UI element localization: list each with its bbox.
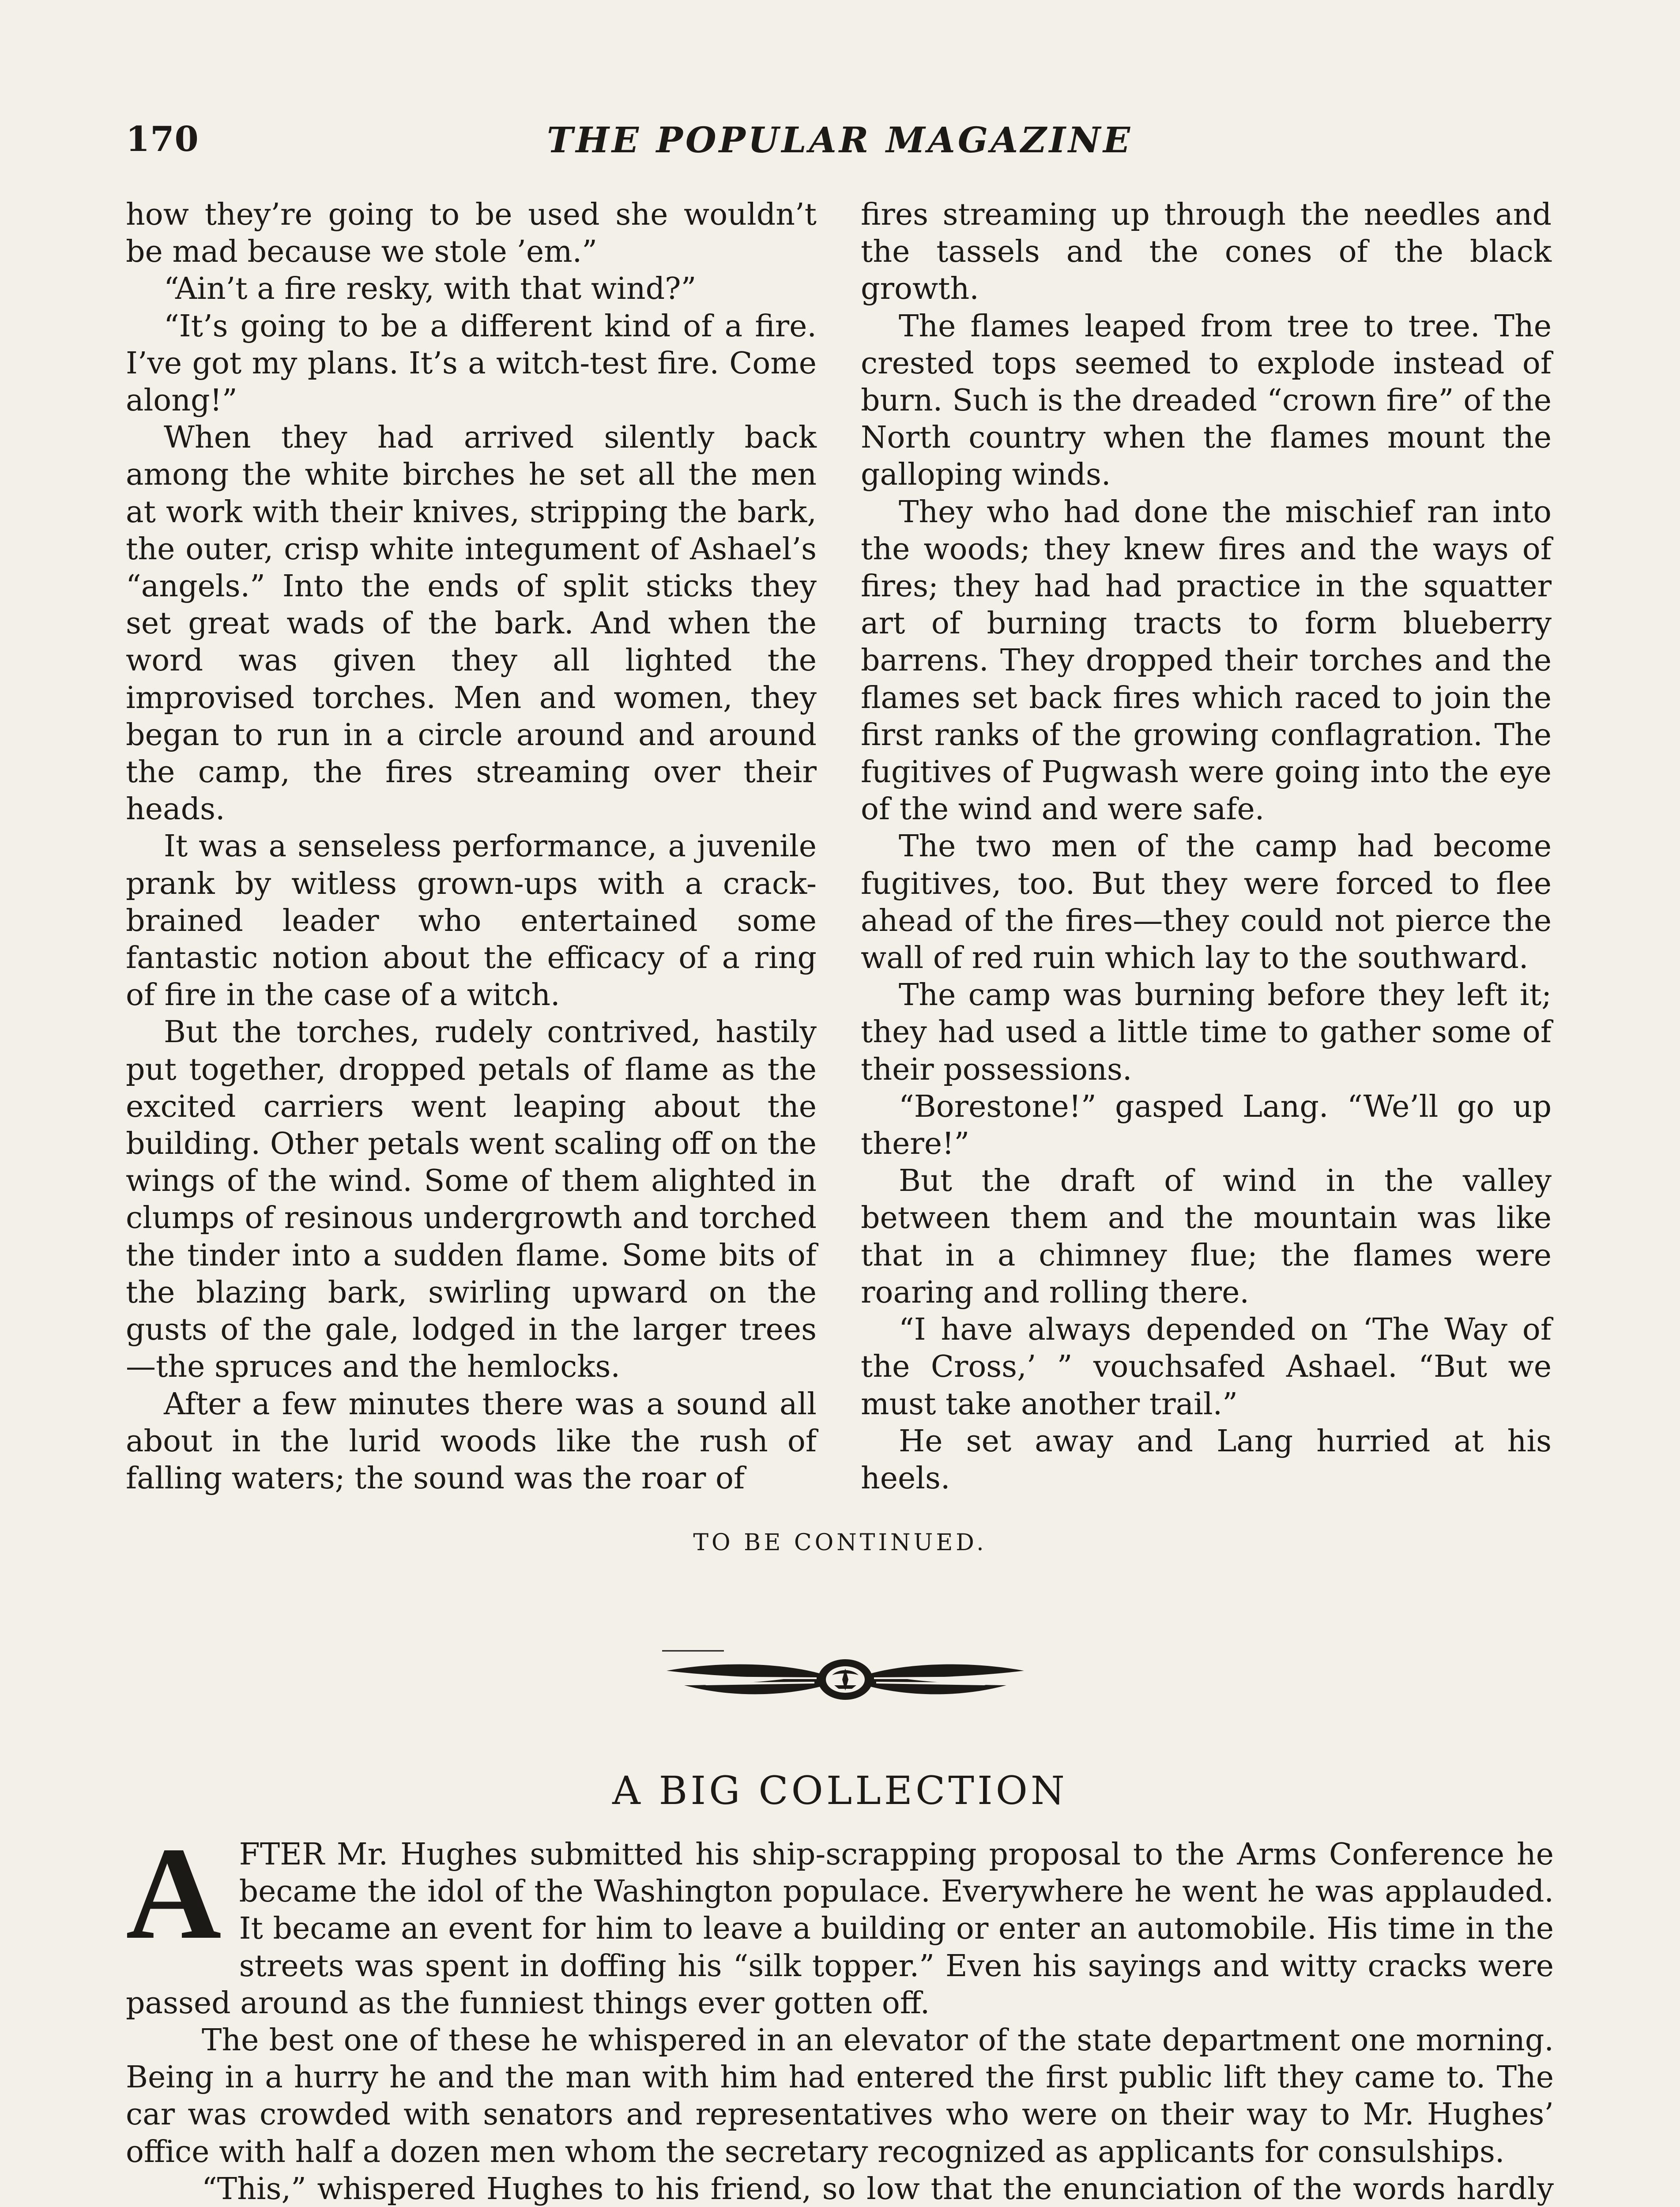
article-body — [126, 1820, 1554, 2207]
paragraph: They who had done the mischief ran into the woods; they knew fires and the ways of fires; they had had practice in the squatter art of burning tracts to form blueberry barrens. They dropped their torches and the flames set back fires which raced to join the first ranks of the growing conflagration. The fugitives of Pugwash were going into the eye of the wind and were safe. — [861, 494, 1552, 827]
winged-ornament-icon — [658, 1633, 1033, 1726]
paragraph: fires streaming up through the needles and the tassels and the cones of the black growth. — [861, 197, 1552, 307]
paragraph: how they’re going to be used she wouldn’t be mad because we stole ’em.” — [126, 197, 817, 270]
paragraph: When they had arrived silently back among the white birches he set all the men at work with their knives, stripping the bark, the outer, crisp white integument of Ashael’s “angels.” Into the ends of split sticks they set great wads of the bark. And when the word was given they all lighted the improvised torches. Men and women, they began to run in a circle around and around the camp, the fires streaming over their heads. — [126, 420, 817, 827]
to-be-continued: TO BE CONTINUED. — [693, 1529, 987, 1556]
paragraph: It was a senseless performance, a juvenile prank by witless grown-ups with a crack-brained leader who entertained some fantastic notion about the efficacy of a ring of fire in the case of a witch. — [126, 829, 817, 1013]
paragraph: The flames leaped from tree to tree. The crested tops seemed to explode instead of burn. Such is the dreaded “crown fire” of the North country when the flames mount the galloping winds. — [861, 309, 1552, 493]
paragraph: The camp was burning before they left it; they had used a little time to gather some of their possessions. — [861, 978, 1552, 1087]
paragraph: He set away and Lang hurried at his heels. — [861, 1424, 1552, 1496]
paragraph: But the draft of wind in the valley between them and the mountain was like that in a chimney flue; the flames were roaring and rolling there. — [861, 1164, 1552, 1310]
paragraph: The best one of these he whispered in an elevator of the state department one morning. Being in a hurry he and the man with him had entered the first public lift they came to. The car was crowded with senators and representatives who were on their way to Mr. Hughes’ office with half a dozen men whom the secretary recognized as applicants for consulships. — [126, 2023, 1554, 2169]
drop-cap: A — [126, 1820, 222, 1966]
right-column — [861, 196, 1552, 1497]
paragraph: But the torches, rudely contrived, hastily put together, dropped petals of flame as the excited carriers went leaping about the building. Other petals went scaling off on the wings of the wind. Some of them alighted in clumps of resinous undergrowth and torched the tinder into a sudden flame. Some bits of the blazing bark, swirling upward on the gusts of the gale, lodged in the larger trees—the spruces and the hemlocks. — [126, 1015, 817, 1385]
first-paragraph-text: FTER Mr. Hughes submitted his ship-scrapping proposal to the Arms Conference he became the idol of the Washington populace. Everywhere he went he was applauded. It became an event for him to leave a building or enter an automobile. His time in the streets was spent in doffing his “silk topper.” Even his sayings and witty cracks were passed around as the funniest things ever gotten off. — [126, 1837, 1554, 2021]
paragraph: After a few minutes there was a sound all about in the lurid woods like the rush of falling waters; the sound was the roar of — [126, 1386, 817, 1496]
article-first-paragraph — [126, 1820, 1554, 2022]
paragraph: “This,” whispered Hughes to his friend, so low that the enunciation of the words hardly — [202, 2171, 1554, 2207]
paragraph: “It’s going to be a different kind of a fire. I’ve got my plans. It’s a witch-test fire. Come along!” — [126, 309, 817, 418]
paragraph: “Borestone!” gasped Lang. “We’ll go up there!” — [861, 1089, 1552, 1162]
page-number: 170 — [126, 119, 199, 159]
paragraph: “I have always depended on ‘The Way of the Cross,’ ” vouchsafed Ashael. “But we must take another trail.” — [861, 1312, 1552, 1422]
page-header — [126, 119, 1554, 168]
paragraph: “Ain’t a fire resky, with that wind?” — [164, 271, 697, 307]
magazine-title: THE POPULAR MAGAZINE — [546, 119, 1133, 161]
article-title: A BIG COLLECTION — [612, 1768, 1068, 1813]
story-columns — [126, 196, 1554, 1516]
paragraph: The two men of the camp had become fugitives, too. But they were forced to flee ahead of the fires—they could not pierce the wall of red ruin which lay to the southward. — [861, 829, 1552, 976]
left-column — [126, 196, 817, 1497]
